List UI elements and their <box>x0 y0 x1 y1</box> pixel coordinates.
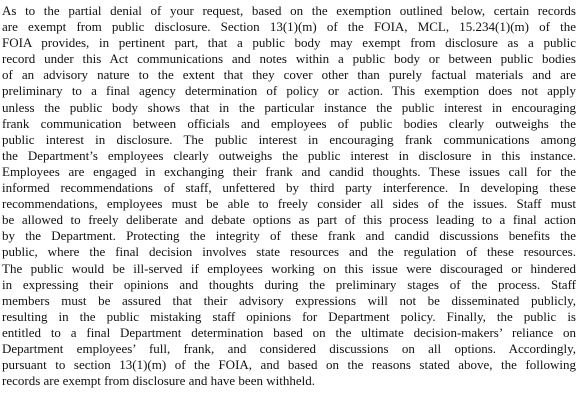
paragraph-line: of an advisory nature to the extent that they cover other than purely factual materials and are <box>2 67 576 83</box>
paragraph-line: resulting in the public mistaking staff opinions for Department policy. Finally, the public is <box>2 308 576 324</box>
paragraph-line: in expressing their opinions and thoughts during the preliminary stages of the process. Staff <box>2 276 576 292</box>
paragraph-line: record under this Act communications and notes within a public body or between public bodies <box>2 51 576 67</box>
paragraph-line: the Department’s employees clearly outweighs the public interest in disclosure in this instance. <box>2 147 576 163</box>
paragraph-line: public, where the final decision involves state resources and the regulation of these resources. <box>2 244 576 260</box>
body-paragraph <box>2 3 576 389</box>
paragraph-line: informed recommendations of staff, unfettered by third party interference. In developing these <box>2 180 576 196</box>
paragraph-line: FOIA provides, in pertinent part, that a public body may exempt from disclosure as a public <box>2 35 576 51</box>
paragraph-line: As to the partial denial of your request, based on the exemption outlined below, certain records <box>2 3 576 18</box>
paragraph-line: pursuant to section 13(1)(m) of the FOIA, and based on the reasons stated above, the following <box>2 357 576 373</box>
paragraph-line: members must be assured that their advisory expressions will not be disseminated publicly, <box>2 292 576 308</box>
paragraph-line: entitled to a final Department determination based on the ultimate decision-makers’ reliance on <box>2 324 576 340</box>
paragraph-line: by the Department. Protecting the integrity of these frank and candid discussions benefits the <box>2 228 576 244</box>
paragraph-line: Employees are engaged in exchanging their frank and candid thoughts. These issues call for the <box>2 163 576 179</box>
paragraph-line: be allowed to freely deliberate and debate options as part of this process leading to a final action <box>2 212 576 228</box>
paragraph-line: unless the public body shows that in the particular instance the public interest in encouraging <box>2 99 576 115</box>
paragraph-line: recommendations, employees must be able to freely consider all sides of the issues. Staff must <box>2 196 576 212</box>
paragraph-line: Department employees’ full, frank, and considered discussions on all options. Accordingly, <box>2 340 576 356</box>
paragraph-line-last: records are exempt from disclosure and have been withheld. <box>2 373 315 389</box>
paragraph-line: public interest in disclosure. The public interest in encouraging frank communications among <box>2 131 576 147</box>
paragraph-line: preliminary to a final agency determination of policy or action. This exemption does not apply <box>2 83 576 99</box>
paragraph-line: frank communication between officials and employees of public bodies clearly outweighs the <box>2 115 576 131</box>
paragraph-line: are exempt from public disclosure. Section 13(1)(m) of the FOIA, MCL, 15.234(1)(m) of the <box>2 19 576 35</box>
paragraph-line: The public would be ill-served if employees working on this issue were discouraged or hindered <box>2 260 576 276</box>
